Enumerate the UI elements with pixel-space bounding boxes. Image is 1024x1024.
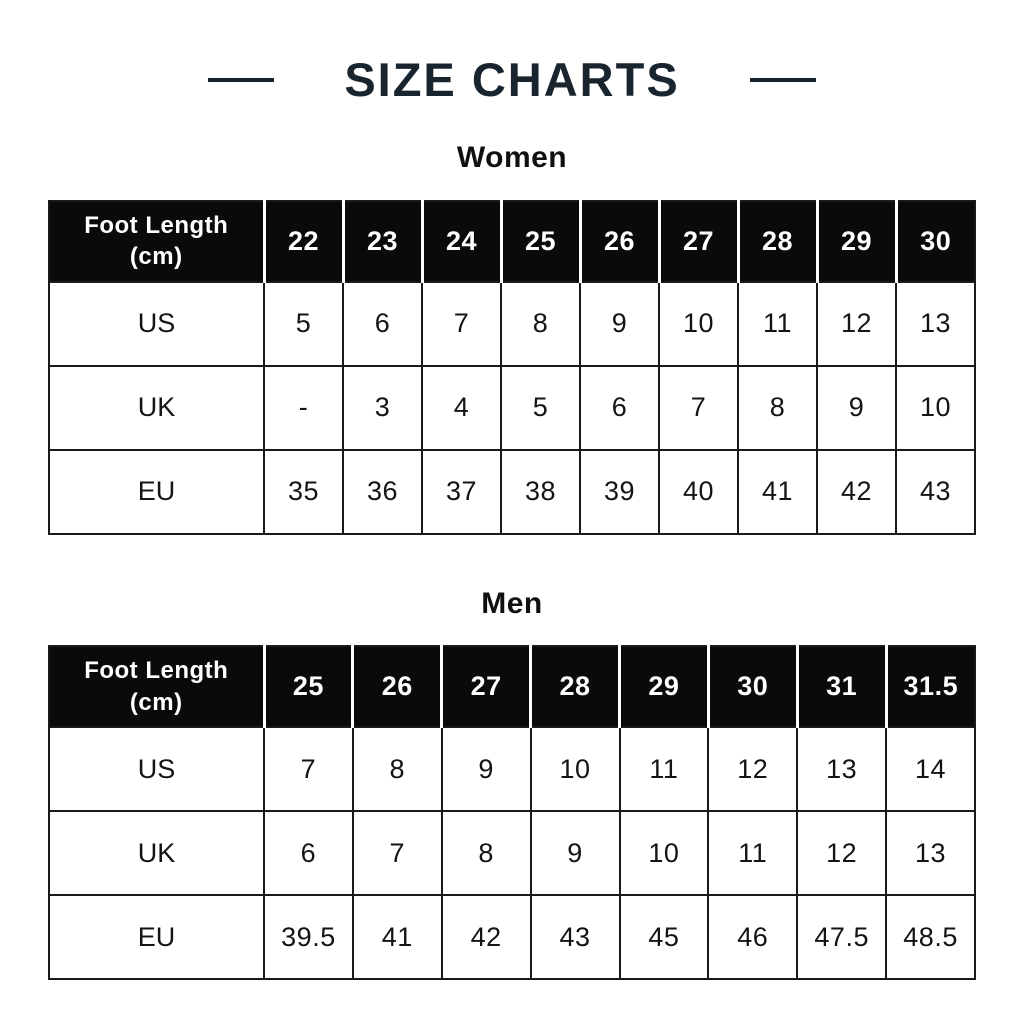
size-cell: 7 [264,727,353,811]
size-cell: 3 [343,366,422,450]
size-cell: 6 [343,282,422,366]
section-title-women: Women [456,141,568,174]
size-cell: 9 [580,282,659,366]
size-table-women [48,200,976,535]
size-cell: 12 [817,282,896,366]
size-cell: 46 [708,895,797,979]
row-label: EU [49,450,264,534]
foot-length-value: 26 [353,646,442,727]
right-dash-divider [750,78,816,82]
size-cell: - [264,366,343,450]
size-cell: 6 [264,811,353,895]
row-label: US [49,282,264,366]
size-cell: 8 [442,811,531,895]
size-cell: 38 [501,450,580,534]
size-cell: 11 [708,811,797,895]
table-row [49,450,975,534]
size-cell: 6 [580,366,659,450]
size-cell: 4 [422,366,501,450]
page-title: SIZE CHARTS [344,53,680,106]
foot-length-header: Foot Length (cm) [49,201,264,282]
foot-length-value: 27 [442,646,531,727]
size-cell: 35 [264,450,343,534]
size-cell: 43 [531,895,620,979]
size-cell: 42 [817,450,896,534]
size-cell: 10 [531,727,620,811]
size-cell: 13 [886,811,975,895]
foot-length-value: 22 [264,201,343,282]
size-cell: 10 [659,282,738,366]
row-label: UK [49,811,264,895]
left-dash-divider [208,78,274,82]
row-label: UK [49,366,264,450]
size-cell: 40 [659,450,738,534]
size-cell: 37 [422,450,501,534]
foot-length-value: 29 [620,646,709,727]
size-cell: 13 [797,727,886,811]
size-section-men [0,587,1024,981]
size-cell: 42 [442,895,531,979]
size-cell: 36 [343,450,422,534]
foot-length-value: 25 [501,201,580,282]
size-cell: 9 [442,727,531,811]
size-cell: 10 [896,366,975,450]
size-cell: 12 [797,811,886,895]
size-cell: 8 [353,727,442,811]
row-label: US [49,727,264,811]
size-cell: 5 [264,282,343,366]
foot-length-header: Foot Length (cm) [49,646,264,727]
size-cell: 7 [353,811,442,895]
table-row [49,282,975,366]
foot-length-value: 30 [896,201,975,282]
foot-length-value: 26 [580,201,659,282]
size-tables-container [0,141,1024,980]
size-cell: 41 [353,895,442,979]
foot-length-value: 31 [797,646,886,727]
foot-length-value: 30 [708,646,797,727]
foot-length-value: 24 [422,201,501,282]
foot-length-value: 27 [659,201,738,282]
foot-length-value: 25 [264,646,353,727]
size-cell: 11 [620,727,709,811]
size-section-women [0,141,1024,535]
table-row [49,895,975,979]
size-cell: 47.5 [797,895,886,979]
foot-length-value: 28 [531,646,620,727]
size-cell: 12 [708,727,797,811]
size-cell: 39.5 [264,895,353,979]
table-header-row [49,646,975,727]
table-row [49,811,975,895]
size-cell: 9 [817,366,896,450]
size-table-men [48,645,976,980]
section-title-men: Men [481,586,543,620]
size-cell: 13 [896,282,975,366]
foot-length-value: 29 [817,201,896,282]
size-cell: 39 [580,450,659,534]
foot-length-value: 23 [343,201,422,282]
size-cell: 7 [659,366,738,450]
size-cell: 10 [620,811,709,895]
size-cell: 7 [422,282,501,366]
table-row [49,366,975,450]
size-cell: 5 [501,366,580,450]
size-cell: 8 [738,366,817,450]
size-cell: 45 [620,895,709,979]
foot-length-value: 31.5 [886,646,975,727]
size-cell: 43 [896,450,975,534]
table-header-row [49,201,975,282]
row-label: EU [49,895,264,979]
size-cell: 48.5 [886,895,975,979]
size-cell: 41 [738,450,817,534]
size-cell: 9 [531,811,620,895]
size-cell: 14 [886,727,975,811]
size-cell: 8 [501,282,580,366]
size-cell: 11 [738,282,817,366]
foot-length-value: 28 [738,201,817,282]
table-row [49,727,975,811]
page-header [0,0,1024,107]
